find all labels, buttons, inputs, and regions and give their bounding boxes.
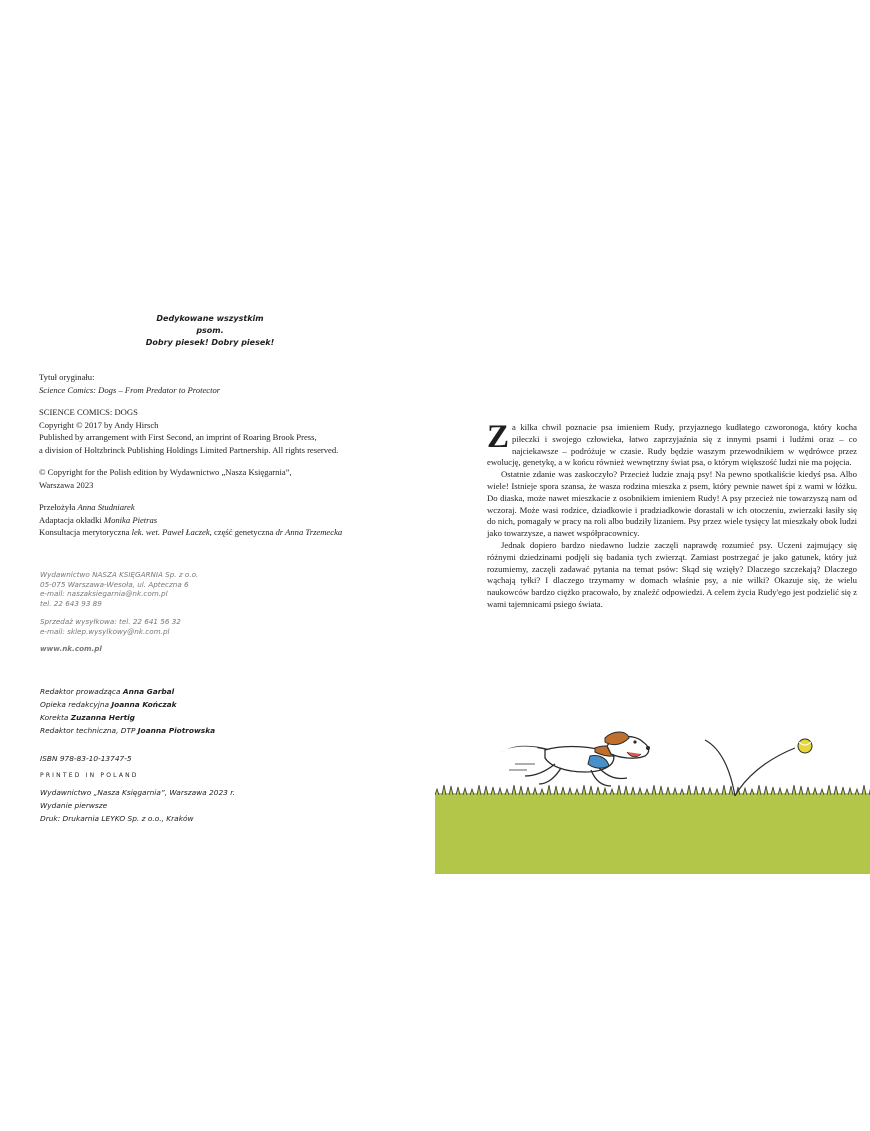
- consultation: Konsultacja merytoryczna lek. wet. Paweł Łaczek, część genetyczna dr Anna Trzemecka: [39, 527, 343, 537]
- printed-in: PRINTED IN POLAND: [40, 772, 139, 779]
- imprint-line: Druk: Drukarnia LEYKO Sp. z o.o., Kraków: [40, 814, 194, 823]
- sales-contact: [40, 617, 340, 636]
- contact-line: e-mail: naszaksiegarnia@nk.com.pl: [40, 589, 168, 599]
- contact-line: Wydawnictwo NASZA KSIĘGARNIA Sp. z o.o.: [40, 570, 199, 579]
- dedication: [145, 313, 275, 349]
- published-by: a division of Holtzbrinck Publishing Holdings Limited Partnership. All rights reserved.: [39, 444, 339, 455]
- imprint-line: Wydawnictwo „Nasza Księgarnia”, Warszawa 2023 r.: [40, 788, 235, 797]
- credit-line: Korekta Zuzanna Hertig: [40, 713, 135, 722]
- story-text: [487, 419, 857, 611]
- editorial-credits: [40, 685, 360, 737]
- contact-line: tel. 22 643 93 89: [40, 598, 102, 608]
- drop-cap: Z: [487, 419, 510, 455]
- dedication-line: Dedykowane wszystkim psom.: [156, 314, 264, 335]
- story-paragraph: Za kilka chwil poznacie psa imieniem Rudy, przyjaznego kudłatego czworonoga, który kocha piłeczki i swojego człowieka, łatwo zaprzyjaźnia się z innymi psami i ludźmi oraz – co najciekawsze – podróżuje w czasie. Rudy będzie waszym przewodnikiem w wędrówce przez ewolucję, genetykę, a w końcu również wewnętrzny świat psa, o którym większość ludzi nie ma pojęcia.: [487, 419, 857, 468]
- contact-line: Sprzedaż wysyłkowa: tel. 22 641 56 32: [40, 617, 181, 626]
- credit-line: Redaktor techniczna, DTP Joanna Piotrowska: [40, 726, 216, 735]
- publisher-contact: [40, 570, 340, 608]
- tennis-ball-illustration: [695, 728, 825, 798]
- grass-field: [435, 785, 870, 874]
- story-paragraph: Ostatnie zdanie was zaskoczyło? Przecież ludzie znają psy! Na pewno spotkaliście kiedyś psa. Albo wiele! Istnieje spora szansa, że wasza rodzina mieszka z psem, który pewnie nawet śpi z wami w łóżku. Do diaska, może nawet mieszkacie z osobnikiem imieniem Rudy! A psy przecież nie towarzyszą nam od wczoraj. Może wasi rodzice, dziadkowie i pradziadkowie dorastali w ich otoczeniu, zwierzaki łasiły się do nich, pomagały w pracy na roli albo budziły lizaniem. Psy przez wiele tysięcy lat mieszkały obok ludzi jako towarzysze, a nawet współpracownicy.: [487, 469, 857, 539]
- polish-copyright: Warszawa 2023: [39, 479, 94, 490]
- original-title: Science Comics: Dogs – From Predator to Protector: [39, 384, 221, 395]
- polish-copyright: © Copyright for the Polish edition by Wydawnictwo „Nasza Księgarnia”,: [39, 467, 292, 477]
- original-title-label: Tytuł oryginału:: [39, 372, 95, 382]
- contact-line: e-mail: sklep.wysylkowy@nk.com.pl: [40, 626, 170, 636]
- website: www.nk.com.pl: [40, 644, 102, 653]
- dedication-line: Dobry piesek! Dobry piesek!: [145, 338, 275, 347]
- contact-line: 05-075 Warszawa-Wesoła, ul. Apteczna 6: [40, 579, 189, 589]
- imprint-line: Wydanie pierwsze: [40, 801, 108, 810]
- published-by: Published by arrangement with First Second, an imprint of Roaring Brook Press,: [39, 432, 317, 442]
- copyright: Copyright © 2017 by Andy Hirsch: [39, 419, 159, 430]
- credit-line: Redaktor prowadząca Anna Garbal: [40, 687, 175, 696]
- isbn: ISBN 978-83-10-13747-5: [40, 754, 132, 763]
- translator: Przełożyła Anna Studniarek: [39, 502, 135, 512]
- imprint: [40, 786, 360, 825]
- cover-adaptation: Adaptacja okładki Monika Pietras: [39, 514, 158, 525]
- series-title: SCIENCE COMICS: DOGS: [39, 407, 138, 417]
- credit-line: Opieka redakcyjna Joanna Kończak: [40, 700, 177, 709]
- colophon: [39, 371, 419, 539]
- story-paragraph: Jednak dopiero bardzo niedawno ludzie zaczęli naprawdę rozumieć psy. Uczeni zajmujący się różnymi dziedzinami podjęli się badania tych zwierząt. Zamiast postrzegać je jako gatunek, który już rozumiemy, zaczęli zadawać pytania na temat psów: Skąd się wzięły? Dlaczego szczekają? Dlaczego wąchają tyłki? I dlaczego trzymamy w domach właśnie psy, a nie wilki? Okazuje się, że wielu naukowców bardzo ciężko pracowało, by znaleźć odpowiedzi. A celem życia Rudy'ego jest podzielić się z wami tajemnicami psiego świata.: [487, 539, 857, 609]
- running-dog-illustration: [495, 728, 660, 788]
